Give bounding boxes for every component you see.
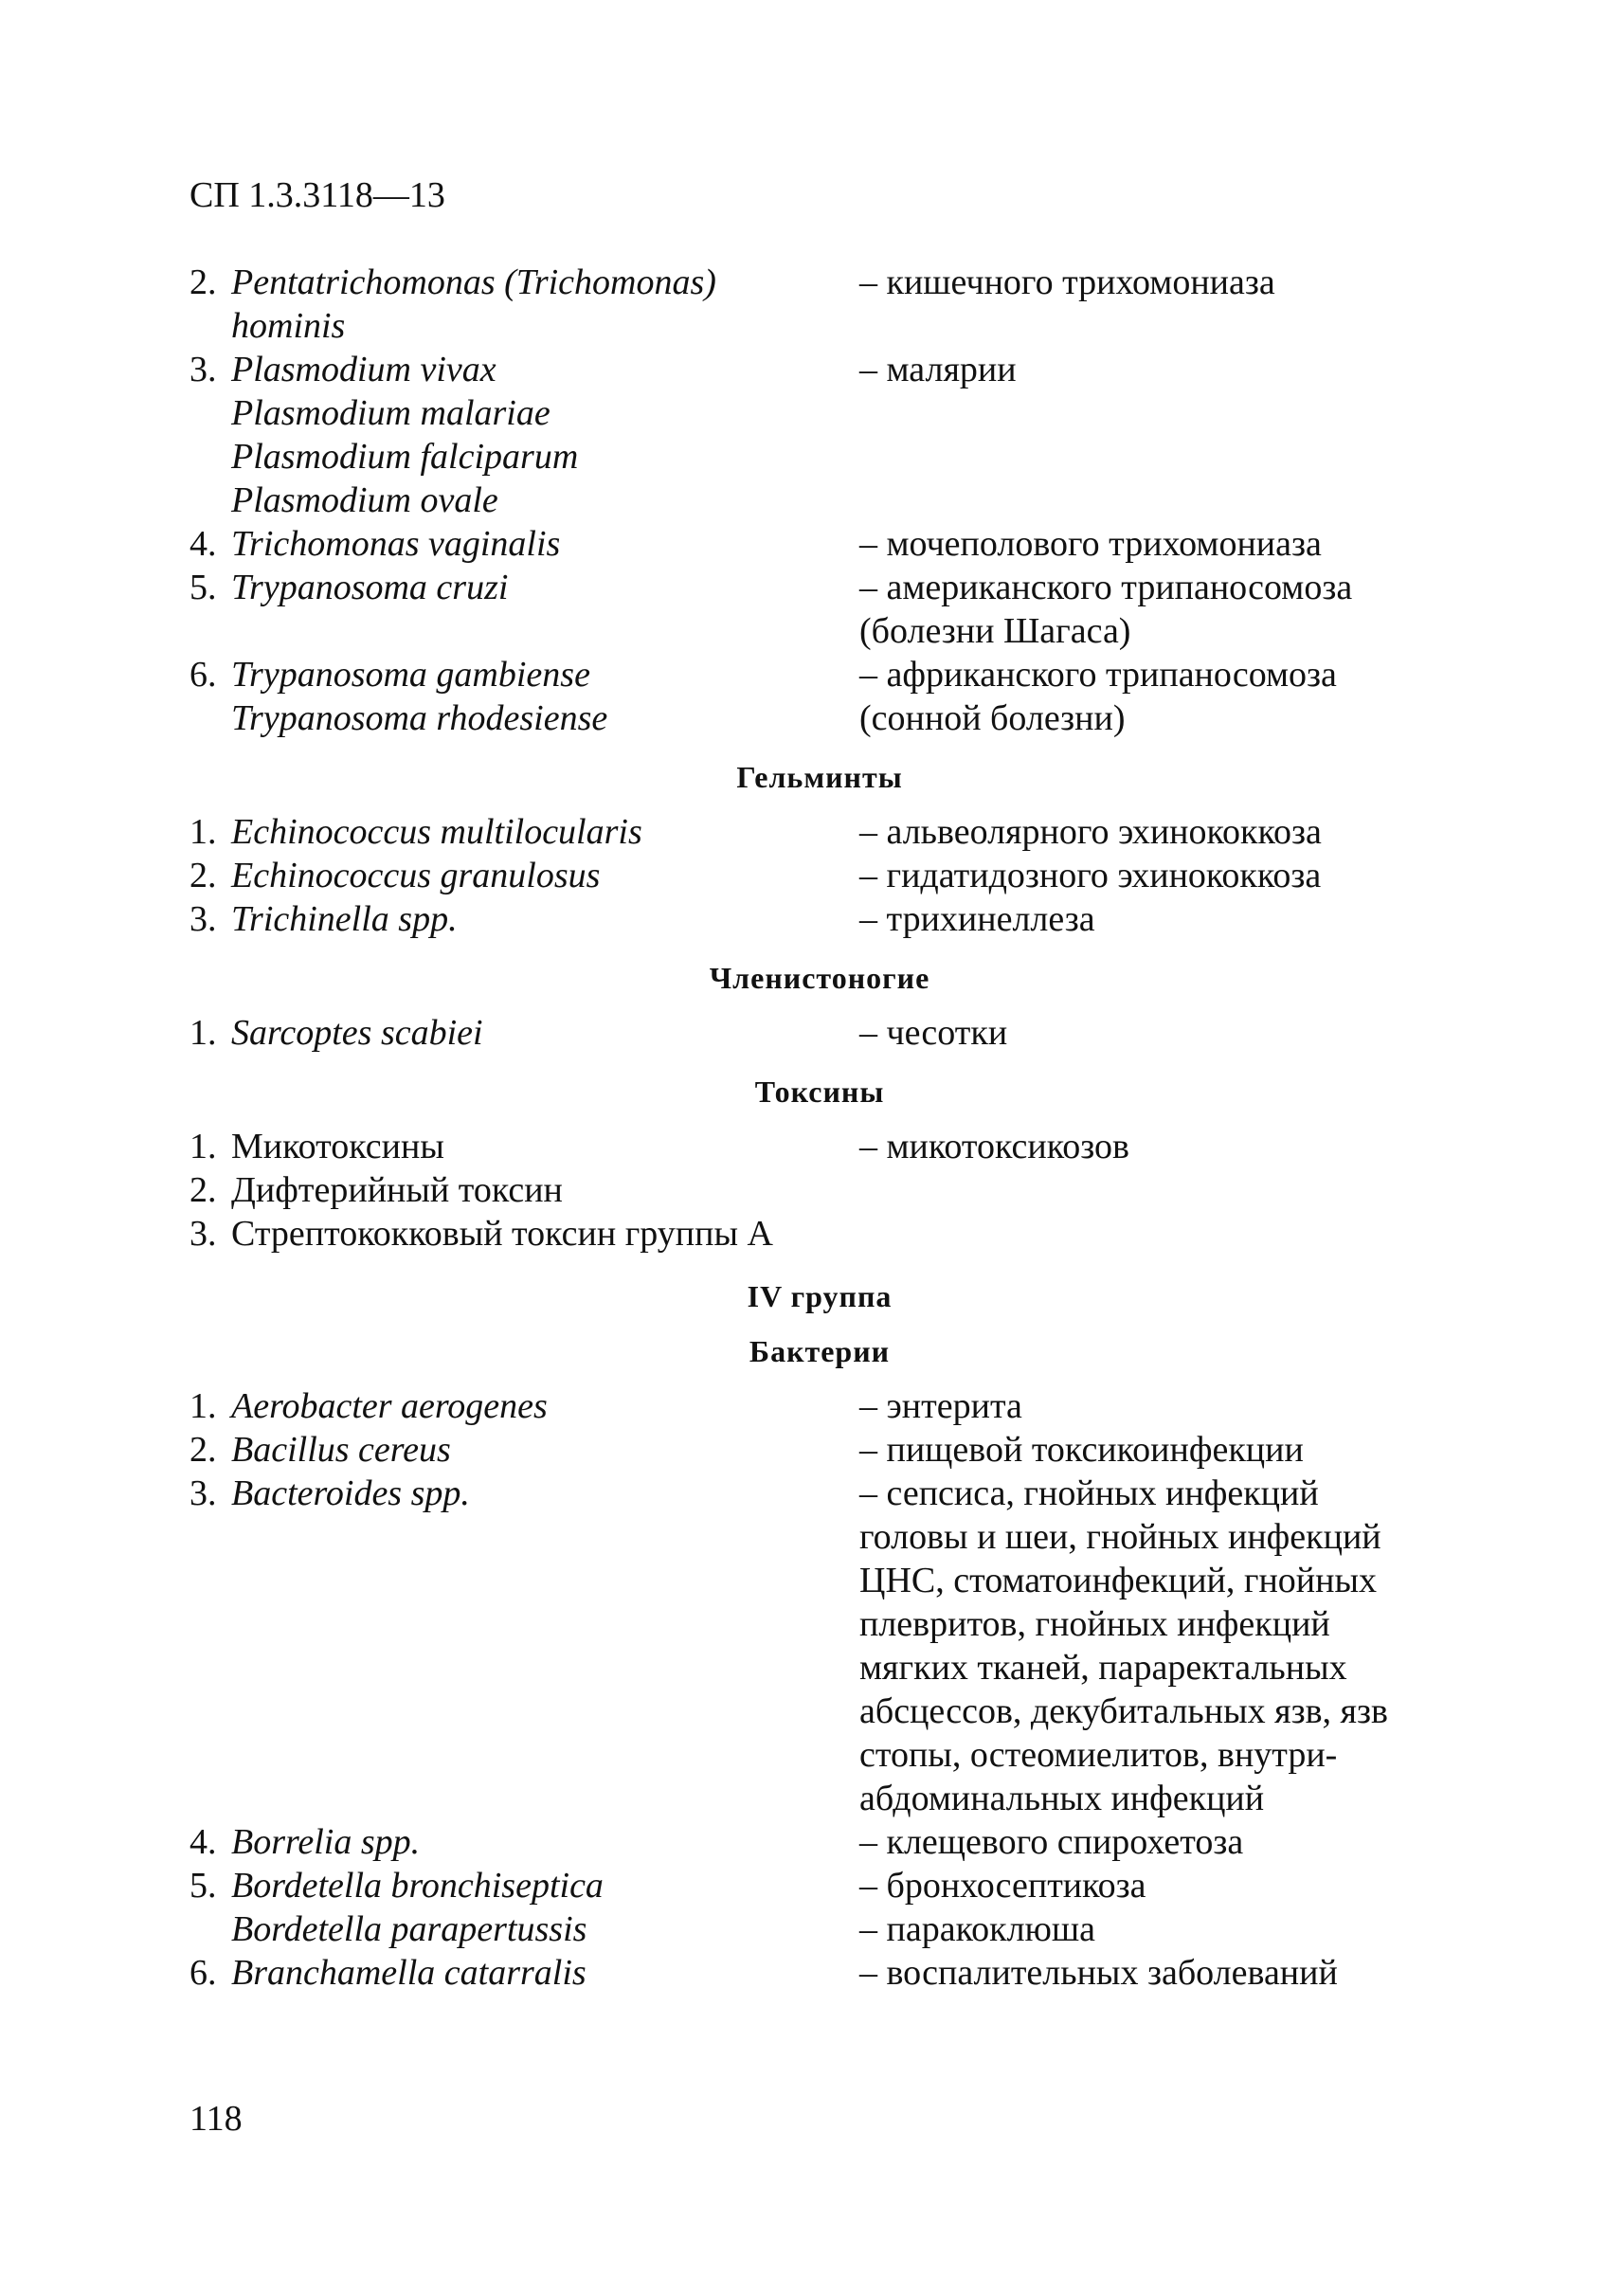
section-heading-bacteria: Бактерии <box>749 1334 891 1368</box>
disease-text: головы и шеи, гнойных инфекций <box>859 1517 1381 1557</box>
organism-name: Trichinella spp. <box>231 899 458 939</box>
disease-text: – клещевого спирохетоза <box>859 1822 1244 1862</box>
section-heading-helminths: Гельминты <box>736 760 903 794</box>
organism-name: Bordetella bronchiseptica <box>231 1866 604 1906</box>
list-item <box>189 348 1459 522</box>
disease-text: – бронхосептикоза <box>859 1866 1146 1906</box>
list-item <box>189 522 1459 566</box>
item-number: 1. <box>189 812 217 852</box>
disease-text: (болезни Шагаса) <box>859 611 1131 651</box>
item-number: 1. <box>189 1013 217 1053</box>
item-number: 5. <box>189 568 217 607</box>
organism-name: Aerobacter aerogenes <box>231 1386 548 1426</box>
list-item <box>189 897 1459 941</box>
organism-name: Plasmodium vivax <box>231 350 496 389</box>
list-item <box>189 1472 1459 1820</box>
disease-text: – кишечного трихомониаза <box>859 262 1275 302</box>
list-item <box>189 566 1459 653</box>
organism-name: Pentatrichomonas (Trichomonas) <box>231 262 716 302</box>
item-number: 3. <box>189 1214 217 1254</box>
toxin-name: Стрептококковый токсин группы А <box>231 1214 773 1254</box>
disease-text: ЦНС, стоматоинфекций, гнойных <box>859 1561 1378 1600</box>
section-heading-arthropods: Членистоногие <box>709 961 930 995</box>
item-number: 5. <box>189 1866 217 1906</box>
item-number: 2. <box>189 856 217 895</box>
list-item <box>189 1951 1459 1995</box>
item-number: 3. <box>189 350 217 389</box>
disease-text: – воспалительных заболеваний <box>859 1953 1338 1993</box>
list-item <box>189 1168 1459 1212</box>
page-number: 118 <box>189 2099 243 2139</box>
disease-text: – микотоксикозов <box>859 1127 1129 1166</box>
organism-name: Sarcoptes scabiei <box>231 1013 483 1053</box>
item-number: 2. <box>189 262 217 302</box>
item-number: 1. <box>189 1386 217 1426</box>
list-item <box>189 1820 1459 1864</box>
organism-name: Plasmodium falciparum <box>231 437 579 477</box>
list-item <box>189 854 1459 897</box>
disease-text: – трихинеллеза <box>859 899 1095 939</box>
disease-text: – сепсиса, гнойных инфекций <box>859 1473 1319 1513</box>
list-item <box>189 1384 1459 1428</box>
list-item <box>189 1864 1459 1951</box>
item-number: 2. <box>189 1170 217 1210</box>
item-number: 6. <box>189 1953 217 1993</box>
list-item <box>189 810 1459 854</box>
organism-name: Trypanosoma rhodesiense <box>231 698 608 738</box>
list-item <box>189 1125 1459 1168</box>
disease-text: – малярии <box>859 350 1017 389</box>
item-number: 3. <box>189 899 217 939</box>
organism-name: Trichomonas vaginalis <box>231 524 561 564</box>
list-item <box>189 1428 1459 1472</box>
disease-text: – мочеполового трихомониаза <box>859 524 1322 564</box>
document-body <box>189 261 1459 1995</box>
organism-name: Bacteroides spp. <box>231 1473 470 1513</box>
list-item <box>189 1011 1459 1055</box>
disease-text: – энтерита <box>859 1386 1022 1426</box>
disease-text: – гидатидозного эхинококкоза <box>859 856 1322 895</box>
list-item <box>189 653 1459 740</box>
organism-name: Borrelia spp. <box>231 1822 421 1862</box>
disease-text: мягких тканей, параректальных <box>859 1648 1347 1688</box>
organism-name: Trypanosoma cruzi <box>231 568 509 607</box>
disease-text: абдоминальных инфекций <box>859 1779 1265 1818</box>
disease-text: – пищевой токсикоинфекции <box>859 1430 1304 1470</box>
organism-name: Branchamella catarralis <box>231 1953 586 1993</box>
disease-text: – паракоклюша <box>859 1909 1096 1949</box>
organism-name: hominis <box>231 306 346 346</box>
organism-name: Bordetella parapertussis <box>231 1909 587 1949</box>
organism-name: Echinococcus multilocularis <box>231 812 642 852</box>
organism-name: Echinococcus granulosus <box>231 856 601 895</box>
organism-name: Trypanosoma gambiense <box>231 655 590 695</box>
list-item <box>189 1212 1459 1256</box>
disease-text: – африканского трипаносомоза <box>859 655 1337 695</box>
organism-name: Bacillus cereus <box>231 1430 451 1470</box>
list-item <box>189 261 1459 348</box>
toxin-name: Дифтерийный токсин <box>231 1170 563 1210</box>
document-code-header: СП 1.3.3118—13 <box>189 175 445 215</box>
disease-text: абсцессов, декубитальных язв, язв <box>859 1691 1388 1731</box>
organism-name: Plasmodium ovale <box>231 480 498 520</box>
disease-text: – чесотки <box>859 1013 1008 1053</box>
item-number: 3. <box>189 1473 217 1513</box>
item-number: 6. <box>189 655 217 695</box>
toxin-name: Микотоксины <box>231 1127 444 1166</box>
item-number: 4. <box>189 1822 217 1862</box>
item-number: 4. <box>189 524 217 564</box>
disease-text: стопы, остеомиелитов, внутри- <box>859 1735 1338 1775</box>
organism-name: Plasmodium malariae <box>231 393 550 433</box>
item-number: 2. <box>189 1430 217 1470</box>
disease-text: – альвеолярного эхинококкоза <box>859 812 1322 852</box>
disease-text: (сонной болезни) <box>859 698 1126 738</box>
disease-text: – американского трипаносомоза <box>859 568 1353 607</box>
disease-text: плевритов, гнойных инфекций <box>859 1604 1330 1644</box>
group-heading: IV группа <box>747 1279 893 1313</box>
item-number: 1. <box>189 1127 217 1166</box>
section-heading-toxins: Токсины <box>754 1075 885 1109</box>
